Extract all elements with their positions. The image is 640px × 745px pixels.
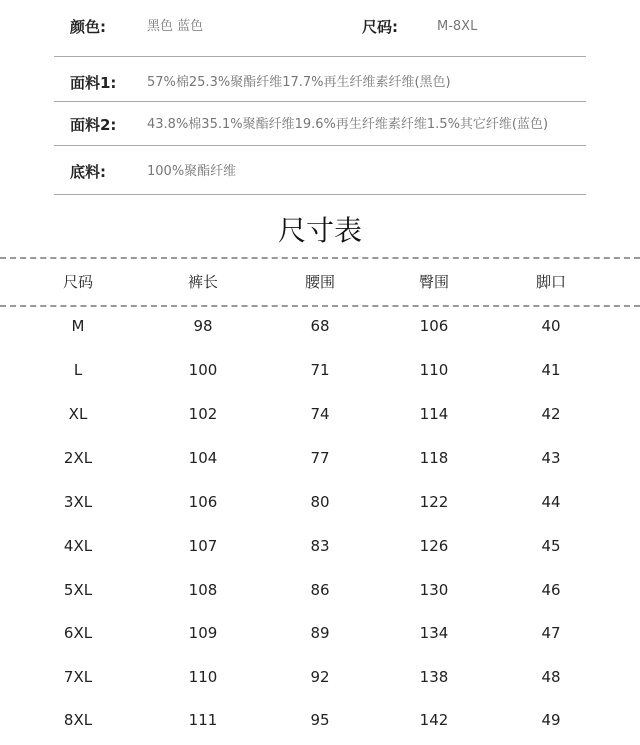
size-table-header	[0, 270, 640, 294]
table-cell: XL	[68, 405, 88, 423]
spec-label-lining: 底料:	[70, 163, 106, 181]
table-cell: 114	[419, 405, 449, 423]
table-cell: 142	[419, 711, 449, 729]
table-row	[0, 578, 640, 602]
table-cell: 7XL	[63, 668, 93, 686]
table-cell: 100	[188, 361, 218, 379]
table-cell: 89	[310, 624, 330, 642]
table-row	[0, 490, 640, 514]
table-cell: 130	[419, 581, 449, 599]
table-row	[0, 708, 640, 732]
table-cell: 106	[188, 493, 218, 511]
table-cell: 77	[310, 449, 330, 467]
table-cell: 126	[419, 537, 449, 555]
table-cell: 8XL	[63, 711, 93, 729]
table-cell: 83	[310, 537, 330, 555]
divider	[54, 145, 586, 146]
size-chart-title: 尺寸表	[277, 214, 362, 247]
table-cell: 111	[188, 711, 218, 729]
table-row	[0, 402, 640, 426]
table-cell: 42	[541, 405, 561, 423]
table-cell: 110	[419, 361, 449, 379]
table-cell: 74	[310, 405, 330, 423]
table-row	[0, 621, 640, 645]
table-cell: 92	[310, 668, 330, 686]
dashed-divider	[0, 257, 640, 259]
spec-label-fabric1: 面料1:	[70, 74, 117, 92]
table-row	[0, 534, 640, 558]
divider	[54, 101, 586, 102]
spec-value-color: 黑色 蓝色	[147, 19, 204, 34]
table-cell: 107	[188, 537, 218, 555]
spec-label-size: 尺码:	[362, 18, 398, 36]
header-waist: 腰围	[304, 273, 335, 291]
table-cell: 108	[188, 581, 218, 599]
table-cell: 46	[541, 581, 561, 599]
divider	[54, 56, 586, 57]
header-hip: 臀围	[418, 273, 449, 291]
table-row	[0, 446, 640, 470]
table-row	[0, 358, 640, 382]
table-cell: 41	[541, 361, 561, 379]
table-cell: 118	[419, 449, 449, 467]
table-row	[0, 665, 640, 689]
table-cell: 68	[310, 317, 330, 335]
table-cell: 44	[541, 493, 561, 511]
table-cell: 40	[541, 317, 561, 335]
table-cell: 109	[188, 624, 218, 642]
table-cell: 3XL	[63, 493, 93, 511]
spec-value-size: M-8XL	[437, 19, 478, 34]
table-cell: 49	[541, 711, 561, 729]
dashed-divider	[0, 305, 640, 307]
table-row	[0, 314, 640, 338]
spec-label-fabric2: 面料2:	[70, 116, 117, 134]
table-cell: 102	[188, 405, 218, 423]
table-cell: M	[71, 317, 85, 335]
table-cell: 71	[310, 361, 330, 379]
table-cell: 86	[310, 581, 330, 599]
table-cell: 110	[188, 668, 218, 686]
table-cell: 45	[541, 537, 561, 555]
spec-value-fabric1: 57%棉25.3%聚酯纤维17.7%再生纤维素纤维(黑色)	[147, 75, 451, 90]
table-cell: 80	[310, 493, 330, 511]
table-cell: 47	[541, 624, 561, 642]
header-leg-opening: 脚口	[535, 273, 566, 291]
header-size: 尺码	[62, 273, 93, 291]
table-cell: 104	[188, 449, 218, 467]
divider	[54, 194, 586, 195]
table-cell: 106	[419, 317, 449, 335]
table-cell: 122	[419, 493, 449, 511]
table-cell: 5XL	[63, 581, 93, 599]
header-length: 裤长	[187, 273, 218, 291]
table-cell: 98	[193, 317, 213, 335]
table-cell: 43	[541, 449, 561, 467]
spec-label-color: 颜色:	[70, 18, 106, 36]
spec-value-lining: 100%聚酯纤维	[147, 164, 237, 179]
table-cell: 6XL	[63, 624, 93, 642]
table-cell: 48	[541, 668, 561, 686]
table-cell: 134	[419, 624, 449, 642]
table-cell: 138	[419, 668, 449, 686]
table-cell: 95	[310, 711, 330, 729]
table-cell: 2XL	[63, 449, 93, 467]
table-cell: L	[73, 361, 83, 379]
table-cell: 4XL	[63, 537, 93, 555]
spec-value-fabric2: 43.8%棉35.1%聚酯纤维19.6%再生纤维素纤维1.5%其它纤维(蓝色)	[147, 117, 549, 132]
